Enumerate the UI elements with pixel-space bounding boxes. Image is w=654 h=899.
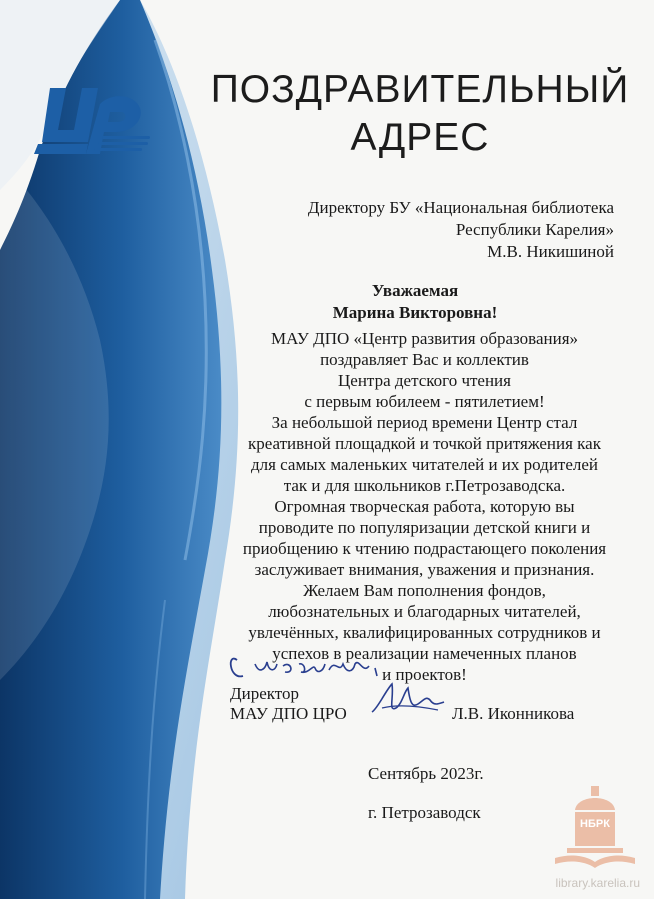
watermark-site: library.karelia.ru — [555, 876, 640, 890]
body-line: поздравляет Вас и коллектив — [320, 350, 529, 369]
position-line: Директор — [230, 684, 299, 703]
salutation — [250, 280, 580, 324]
body-line: увлечённых, квалифицированных сотрудников и — [248, 623, 601, 642]
stamp-text: НБРК — [580, 818, 610, 830]
body-line: приобщению к чтению подрастающего поколения — [242, 539, 607, 558]
document-date: Сентябрь 2023г. — [368, 764, 484, 783]
body-line: Огромная творческая работа, которую вы — [274, 497, 575, 516]
body-line: и проектов! — [382, 665, 467, 684]
document-city: г. Петрозаводск — [368, 803, 481, 822]
body-line: заслуживает внимания, уважения и признания. — [254, 560, 595, 579]
library-watermark-logo — [545, 780, 645, 870]
position-line: МАУ ДПО ЦРО — [230, 704, 347, 723]
recipient-line: Директору БУ «Национальная библиотека — [307, 198, 614, 217]
recipient-line: М.В. Никишиной — [487, 242, 614, 261]
body-line: успехов в реализации намеченных планов — [272, 644, 577, 663]
body-line: проводите по популяризации детской книги и — [258, 518, 591, 537]
body-line: МАУ ДПО «Центр развития образования» — [270, 329, 579, 348]
body-line: с первым юбилеем - пятилетием! — [304, 392, 545, 411]
signer-name: Л.В. Иконникова — [452, 704, 575, 723]
signature — [368, 678, 448, 723]
body-line: креативной площадкой и точкой притяжения как — [248, 434, 601, 453]
letter-body — [232, 328, 617, 685]
salutation-line: Марина Викторовна! — [332, 303, 498, 322]
salutation-line: Уважаемая — [371, 281, 459, 300]
body-line: Желаем Вам пополнения фондов, — [303, 581, 546, 600]
body-line: Центра детского чтения — [338, 371, 511, 390]
signer-position — [230, 684, 347, 724]
recipient-line: Республики Карелия» — [455, 220, 614, 239]
recipient-block — [308, 197, 614, 263]
document-title-second-line: АДРЕС — [350, 116, 490, 159]
body-line: так и для школьников г.Петрозаводска. — [283, 476, 566, 495]
body-line: любознательных и благодарных читателей, — [268, 602, 581, 621]
body-line: За небольшой период времени Центр стал — [271, 413, 578, 432]
cro-logo — [22, 78, 152, 168]
document-title: ПОЗДРАВИТЕЛЬНЫЙ — [210, 68, 630, 111]
body-line: для самых маленьких читателей и их родителей — [250, 455, 599, 474]
